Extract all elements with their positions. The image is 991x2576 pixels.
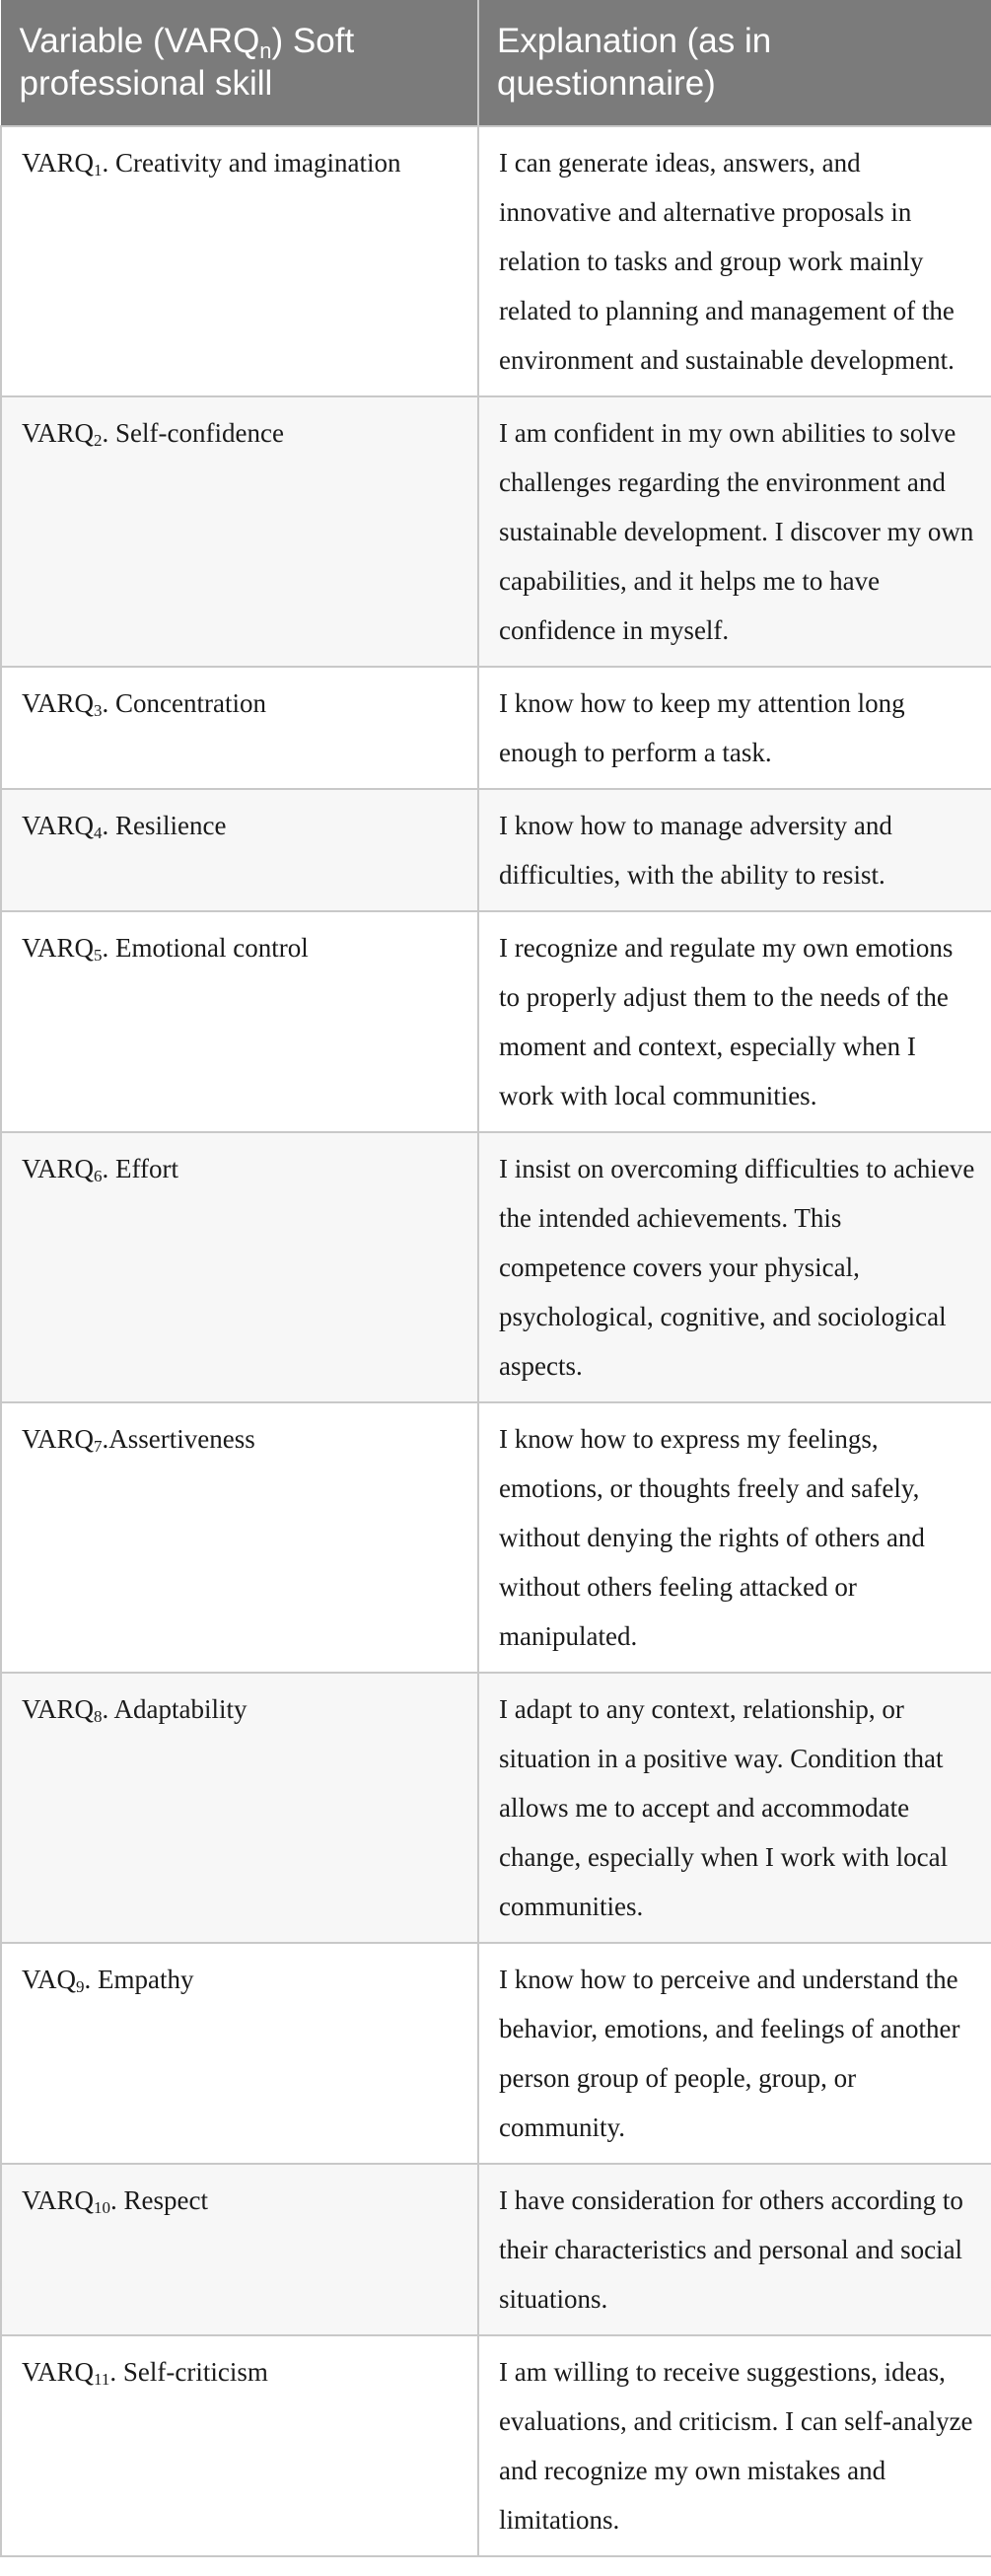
- variable-prefix: VARQ: [22, 2357, 95, 2387]
- variable-cell: [1, 126, 478, 396]
- variable-name: . Adaptability: [102, 1694, 248, 1724]
- variable-cell: [1, 911, 478, 1132]
- table-row: [1, 789, 991, 911]
- table-row: [1, 126, 991, 396]
- explanation-cell: I insist on overcoming difficulties to achieve the intended achievements. This competence covers your physical, psychological, cognitive, and sociological aspects.: [478, 1132, 991, 1402]
- header-variable: [1, 1, 478, 127]
- variable-name: . Self-criticism: [109, 2357, 268, 2387]
- explanation-cell: I have consideration for others according to their characteristics and personal and social situations.: [478, 2164, 991, 2335]
- table-row: [1, 911, 991, 1132]
- header-variable-suffix: ) Soft professional skill: [19, 22, 355, 103]
- variable-cell: [1, 667, 478, 789]
- variable-prefix: VARQ: [22, 811, 95, 840]
- table-row: [1, 1943, 991, 2164]
- variable-subscript: 7: [94, 1437, 103, 1456]
- explanation-cell: I can generate ideas, answers, and innovative and alternative proposals in relation to tasks and group work mainly related to planning and management of the environment and sustainable development.: [478, 126, 991, 396]
- variable-subscript: 11: [94, 2370, 110, 2389]
- table-row: [1, 2164, 991, 2335]
- variable-prefix: VARQ: [22, 1694, 95, 1724]
- explanation-cell: I know how to manage adversity and difficulties, with the ability to resist.: [478, 789, 991, 911]
- variable-subscript: 3: [94, 701, 103, 720]
- variable-prefix: VARQ: [22, 418, 95, 448]
- variable-cell: [1, 789, 478, 911]
- table-row: [1, 396, 991, 667]
- variable-prefix: VARQ: [22, 148, 95, 178]
- explanation-cell: I am willing to receive suggestions, ideas, evaluations, and criticism. I can self-analyze and recognize my own mistakes and limitations.: [478, 2335, 991, 2556]
- variable-name: . Emotional control: [102, 933, 309, 963]
- table-row: [1, 1132, 991, 1402]
- variable-subscript: 5: [94, 946, 103, 965]
- variable-name: . Self-confidence: [102, 418, 284, 448]
- variable-cell: [1, 1943, 478, 2164]
- variable-prefix: VARQ: [22, 2185, 95, 2215]
- explanation-cell: I am confident in my own abilities to solve challenges regarding the environment and sustainable development. I discover my own capabilities, and it helps me to have confidence in myself.: [478, 396, 991, 667]
- header-variable-prefix: Variable (VARQ: [19, 22, 260, 60]
- variable-name: . Effort: [102, 1154, 179, 1183]
- header-variable-sub: n: [259, 38, 272, 63]
- explanation-cell: I know how to keep my attention long enough to perform a task.: [478, 667, 991, 789]
- variable-name: . Resilience: [102, 811, 227, 840]
- variable-name: . Empathy: [84, 1965, 194, 1994]
- variable-prefix: VARQ: [22, 1154, 95, 1183]
- variable-cell: [1, 2164, 478, 2335]
- variable-subscript: 8: [94, 1707, 103, 1726]
- explanation-cell: I know how to express my feelings, emotions, or thoughts freely and safely, without denying the rights of others and without others feeling attacked or manipulated.: [478, 1402, 991, 1673]
- variable-cell: [1, 1673, 478, 1943]
- header-explanation: Explanation (as in questionnaire): [478, 1, 991, 127]
- table-row: [1, 2335, 991, 2556]
- variable-cell: [1, 2335, 478, 2556]
- variable-cell: [1, 396, 478, 667]
- variable-name: . Creativity and imagination: [102, 148, 401, 178]
- variable-name: . Concentration: [102, 688, 266, 718]
- variable-prefix: VARQ: [22, 933, 95, 963]
- table-body: [1, 126, 991, 2556]
- variable-subscript: 10: [94, 2198, 111, 2217]
- variable-subscript: 2: [94, 431, 103, 450]
- variable-subscript: 6: [94, 1167, 103, 1185]
- variable-subscript: 4: [94, 823, 103, 842]
- table-row: [1, 667, 991, 789]
- table-row: [1, 1673, 991, 1943]
- variable-name: . Respect: [110, 2185, 209, 2215]
- variable-prefix: VARQ: [22, 1424, 95, 1454]
- variable-prefix: VAQ: [22, 1965, 77, 1994]
- variable-prefix: VARQ: [22, 688, 95, 718]
- explanation-cell: I recognize and regulate my own emotions to properly adjust them to the needs of the moment and context, especially when I work with local communities.: [478, 911, 991, 1132]
- variable-name: .Assertiveness: [102, 1424, 255, 1454]
- variable-subscript: 1: [94, 161, 103, 179]
- variable-cell: [1, 1402, 478, 1673]
- table-row: [1, 1402, 991, 1673]
- explanation-cell: I adapt to any context, relationship, or situation in a positive way. Condition that allows me to accept and accommodate change, especially when I work with local communities.: [478, 1673, 991, 1943]
- table-header-row: [1, 1, 991, 127]
- variable-cell: [1, 1132, 478, 1402]
- variable-subscript: 9: [76, 1977, 85, 1996]
- explanation-cell: I know how to perceive and understand the behavior, emotions, and feelings of another person group of people, group, or community.: [478, 1943, 991, 2164]
